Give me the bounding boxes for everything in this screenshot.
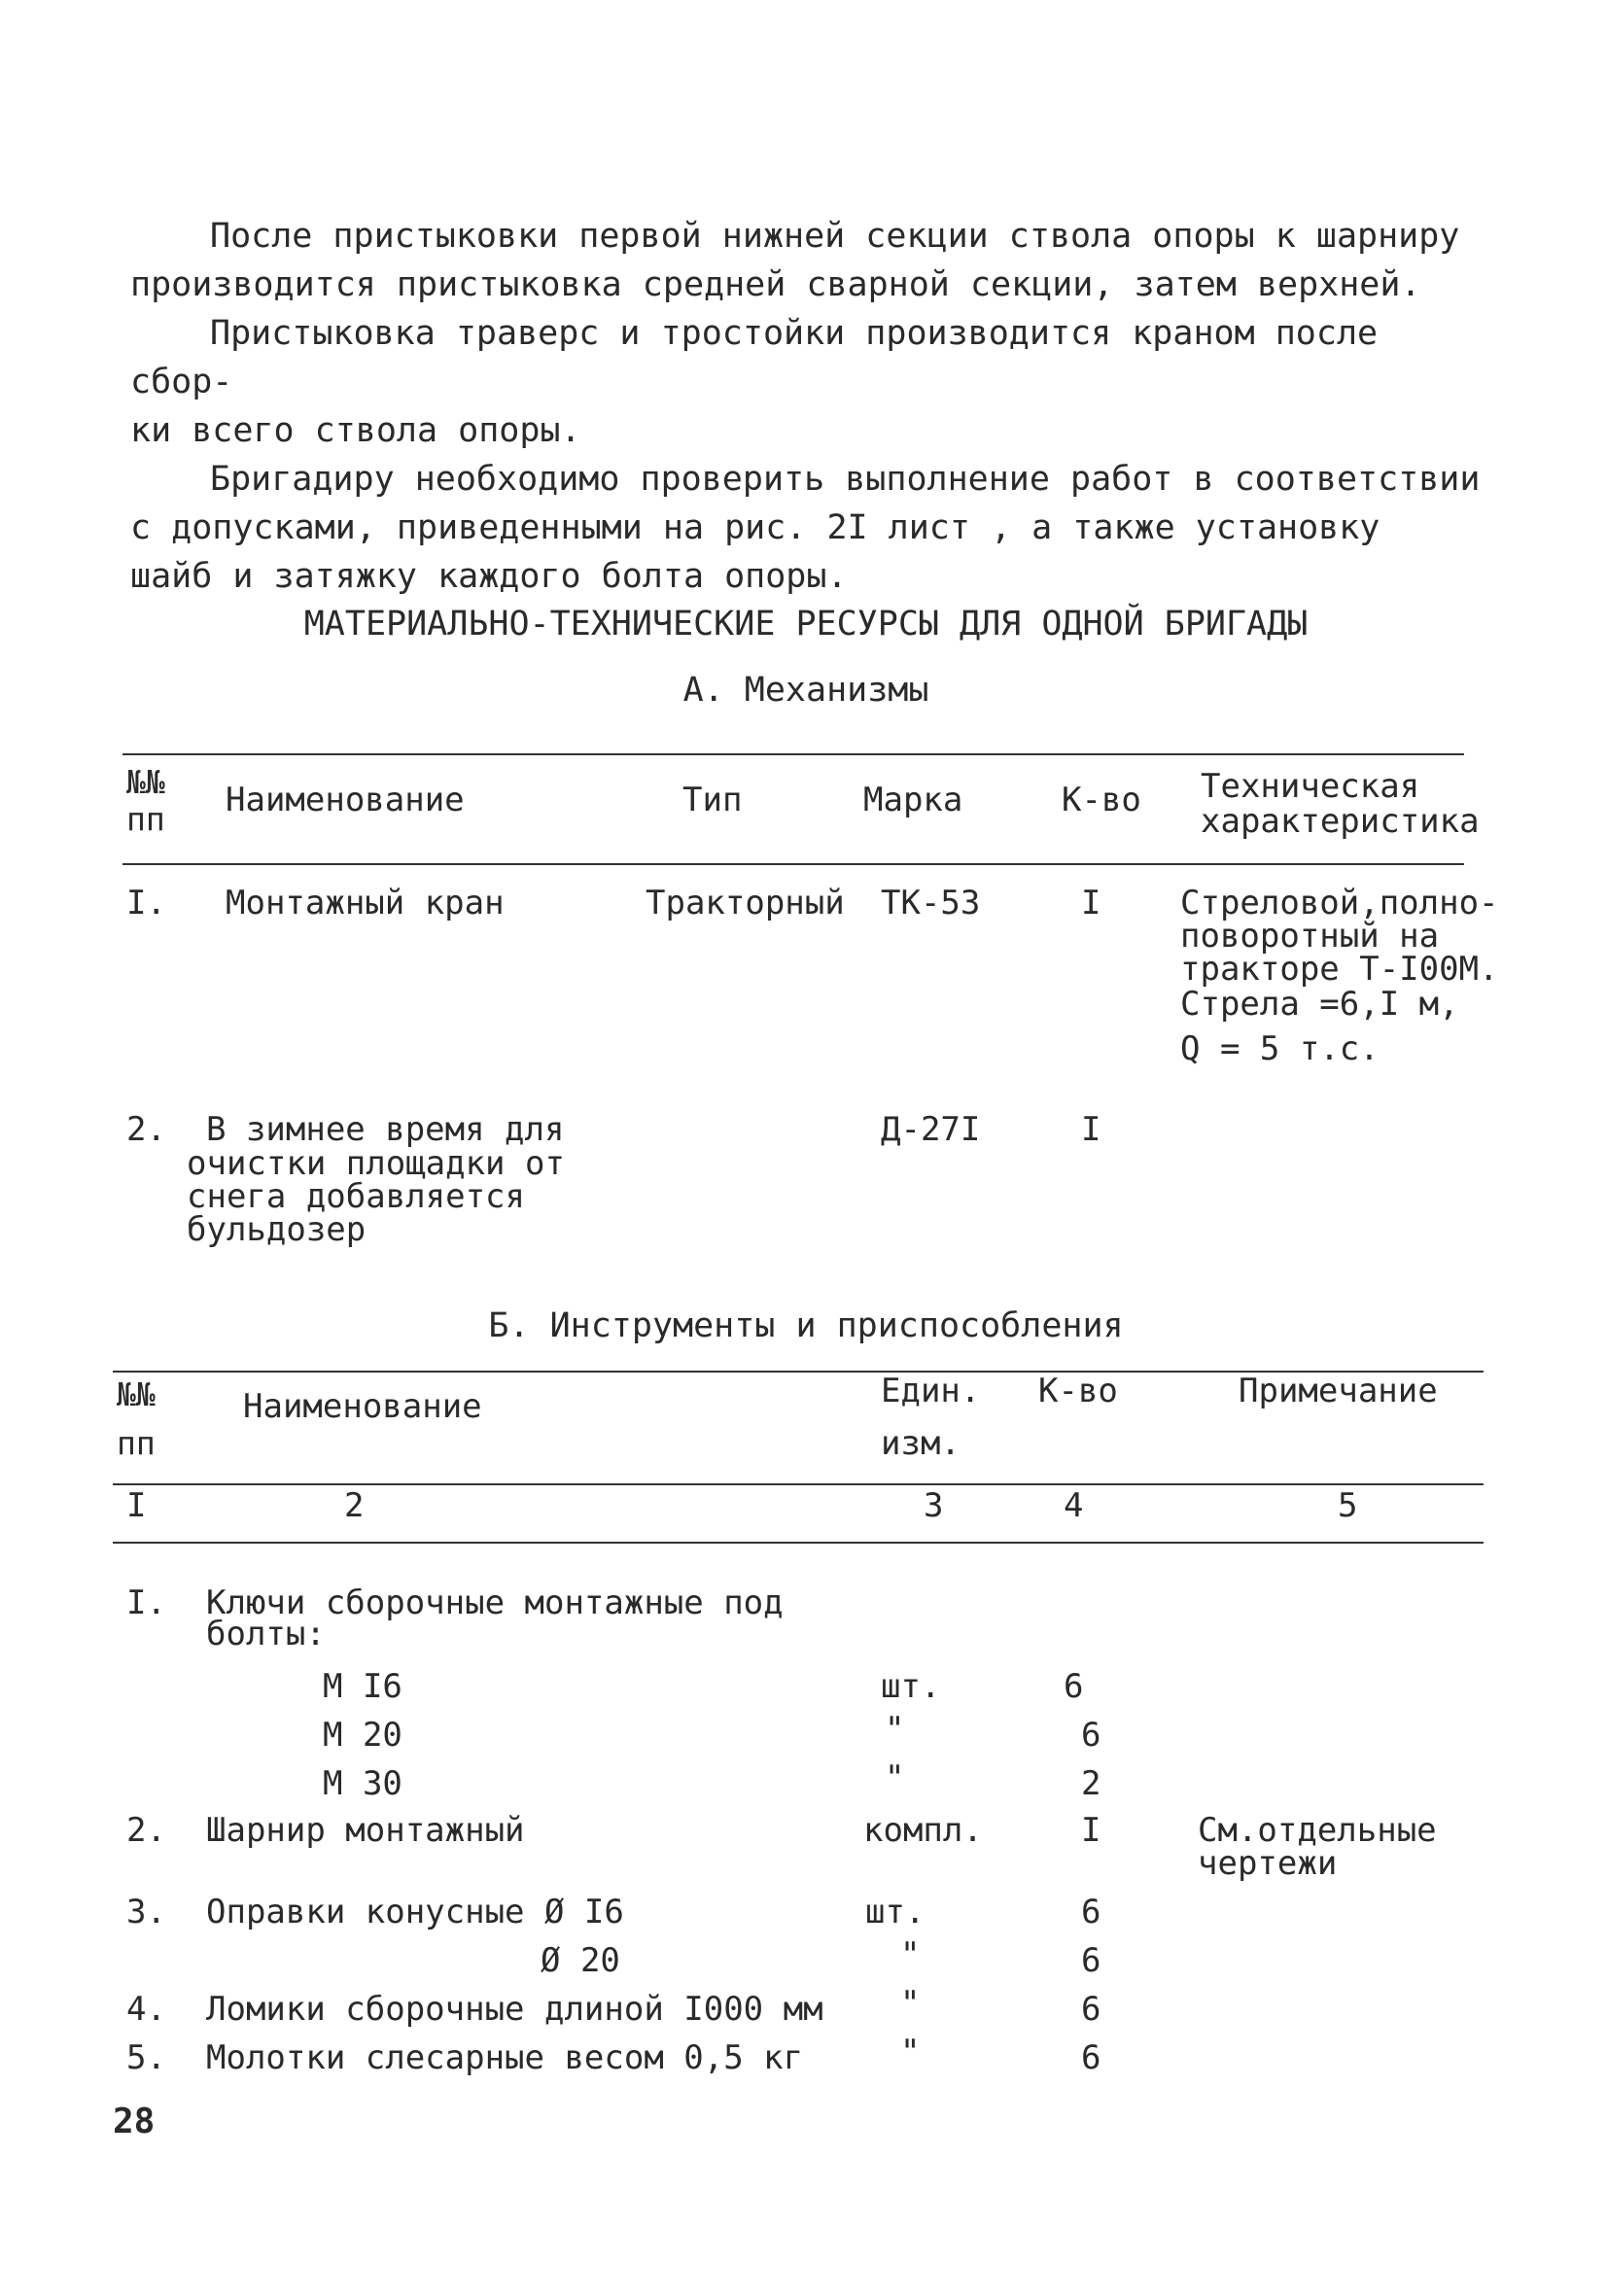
table-a-header-type: Тип	[682, 781, 743, 819]
table-b-header-num-2: пп	[117, 1424, 156, 1462]
table-a-row-spec-line: Стреловой,полно-	[1180, 884, 1499, 922]
table-b-row-qty: 6	[1081, 1990, 1101, 2029]
table-b-row-name: М 20	[323, 1716, 402, 1755]
column-number: 3	[924, 1486, 944, 1525]
table-b-row-num: 4.	[126, 1990, 166, 2029]
table-a-header-num-2: пп	[126, 800, 165, 838]
table-b-row-qty: 6	[1081, 2038, 1101, 2077]
table-b-row-qty: 6	[1064, 1667, 1084, 1706]
table-b-header-unit-2: изм.	[881, 1424, 961, 1463]
table-a-header-spec-1: Техническая	[1201, 767, 1420, 806]
table-b-header-name: Наименование	[243, 1387, 482, 1426]
intro-paragraph-2-cont: ки всего ствола опоры.	[130, 411, 581, 450]
table-b-row-num: I.	[126, 1583, 166, 1622]
table-b-row-qty: 6	[1081, 1893, 1101, 1931]
table-a-row-name-line: бульдозер	[187, 1210, 367, 1249]
table-b-row-name-line: болты:	[206, 1615, 326, 1653]
section-title: МАТЕРИАЛЬНО-ТЕХНИЧЕСКИЕ РЕСУРСЫ ДЛЯ ОДНОЙ БРИГАДЫ	[303, 605, 1309, 644]
table-b-row-name: Ломики сборочные длиной I000 мм	[206, 1990, 823, 2029]
table-a-row-name-line: снега добавляется	[187, 1177, 525, 1216]
table-b-header-rule	[113, 1483, 1484, 1485]
table-b-header-unit-1: Един.	[881, 1372, 981, 1410]
intro-paragraph-3-cont: с допусками, приведенными на рис. 2I лист , а также установку	[130, 508, 1380, 547]
table-b-row-unit: "	[885, 1758, 905, 1797]
table-b-row-unit: "	[900, 1935, 921, 1974]
table-b-row-unit: шт.	[881, 1667, 941, 1706]
table-a-row-qty: I	[1081, 884, 1101, 922]
column-number: 5	[1338, 1486, 1358, 1525]
table-b-row-qty: 6	[1081, 1716, 1101, 1755]
table-b-row-name: М 30	[323, 1764, 402, 1803]
table-b-row-qty: 2	[1081, 1764, 1101, 1803]
table-b-row-unit: "	[900, 2033, 921, 2071]
table-b-row-num: 2.	[126, 1811, 166, 1850]
intro-paragraph-3-end: шайб и затяжку каждого болта опоры.	[130, 557, 848, 596]
table-b-header-note: Примечание	[1239, 1372, 1438, 1410]
table-b-row-qty: I	[1081, 1811, 1101, 1850]
table-b-row-name: Молотки слесарные весом 0,5 кг	[206, 2038, 804, 2077]
table-b-row-num: 3.	[126, 1893, 166, 1931]
table-a-row-num: I.	[126, 884, 166, 922]
table-a-header-brand: Марка	[863, 781, 963, 819]
table-b-row-num: 5.	[126, 2038, 166, 2077]
table-b-header-num-1: №№	[117, 1375, 156, 1413]
table-b-title: Б. Инструменты и приспособления	[488, 1306, 1124, 1345]
intro-text	[130, 212, 1482, 601]
column-number: 2	[344, 1486, 365, 1525]
table-a-row-qty: I	[1081, 1110, 1101, 1149]
table-a-top-rule	[122, 753, 1464, 755]
table-a-row-type: Тракторный	[646, 884, 845, 922]
table-b-row-qty: 6	[1081, 1941, 1101, 1980]
table-a-row-brand: ТК-53	[881, 884, 981, 922]
table-a-row-spec-line: поворотный на	[1180, 917, 1440, 956]
table-b-row-unit: компл.	[863, 1811, 983, 1850]
table-b-row-note-line: чертежи	[1198, 1844, 1338, 1883]
table-b-column-numbers-rule	[113, 1542, 1484, 1544]
table-a-row-name-line: очистки площадки от	[187, 1144, 565, 1183]
table-a-header-rule	[122, 863, 1464, 865]
intro-paragraph-3: Бригадиру необходимо проверить выполнение работ в соответствии	[210, 460, 1481, 499]
table-b-row-name: Ø 20	[541, 1941, 620, 1980]
intro-paragraph-1: После пристыковки первой нижней секции ствола опоры к шарниру	[210, 217, 1460, 256]
page-number: 28	[113, 2102, 156, 2141]
column-number: I	[126, 1486, 147, 1525]
table-b-row-unit: шт.	[865, 1893, 926, 1931]
intro-paragraph-1-cont: производится пристыковка средней сварной секции, затем верхней.	[130, 265, 1421, 304]
table-b-row-unit: "	[885, 1710, 905, 1749]
table-a-header-qty: К-во	[1062, 781, 1141, 819]
intro-paragraph-2: Пристыковка траверс и тростойки производится краном после сбор-	[130, 314, 1379, 401]
table-a-header-num-1: №№	[126, 763, 165, 801]
table-a-header-name: Наименование	[226, 781, 465, 819]
table-b-row-name: Оправки конусные Ø I6	[206, 1893, 624, 1931]
table-a-row-brand: Д-27I	[881, 1110, 981, 1149]
table-a-row-num: 2.	[126, 1110, 166, 1149]
table-a-row-spec-line: Стрела =6,I м,	[1180, 985, 1459, 1024]
table-b-row-note-line: См.отдельные	[1198, 1811, 1437, 1850]
table-b-row-name-line: Ключи сборочные монтажные под	[206, 1583, 784, 1622]
table-b-header-qty: К-во	[1038, 1372, 1118, 1410]
table-b-row-name: М I6	[323, 1667, 402, 1706]
table-a-row-spec-line: Q = 5 т.с.	[1180, 1029, 1380, 1068]
table-a-row-name: Монтажный кран	[226, 884, 505, 922]
table-b-row-name: Шарнир монтажный	[206, 1811, 525, 1850]
table-a-header-spec-2: характеристика	[1201, 802, 1480, 841]
table-b-row-unit: "	[900, 1984, 921, 2023]
column-number: 4	[1064, 1486, 1084, 1525]
table-a-title: А. Механизмы	[682, 671, 929, 710]
table-a-row-spec-line: тракторе Т-I00М.	[1180, 950, 1499, 989]
table-a-row-name-line: В зимнее время для	[206, 1110, 565, 1149]
